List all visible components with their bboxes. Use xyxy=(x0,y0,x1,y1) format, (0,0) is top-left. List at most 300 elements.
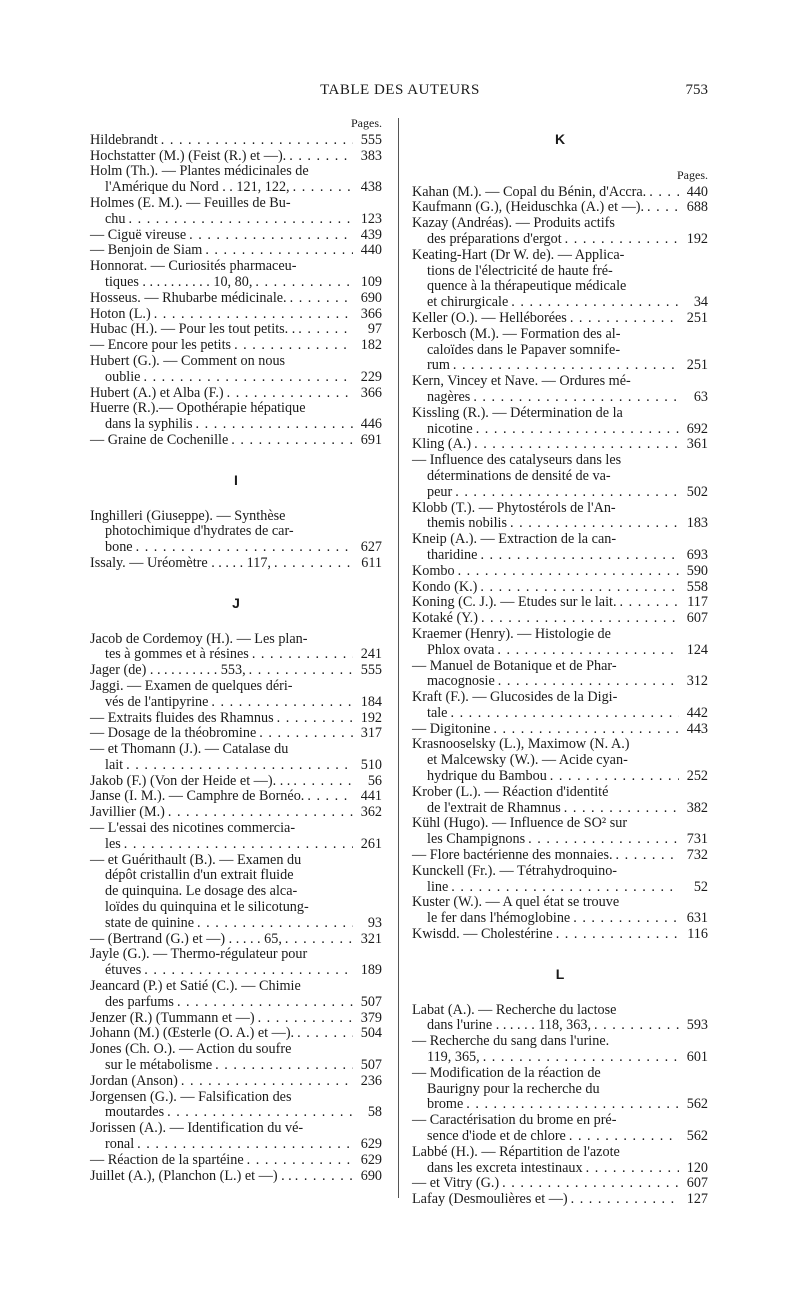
entry-text: Huerre (R.).— Opothérapie hépatique xyxy=(90,400,306,417)
entry-text: state de quinine xyxy=(105,914,195,931)
entry-line xyxy=(90,1026,382,1042)
dot-leader xyxy=(126,758,353,774)
entry-text: des parfums xyxy=(105,993,174,1010)
entry-line xyxy=(90,540,382,556)
entry-line xyxy=(412,1129,708,1145)
dot-leader xyxy=(285,932,353,948)
page-ref: 124 xyxy=(686,641,708,658)
entry-text: Kraft (F.). — Glucosides de la Digi- xyxy=(412,689,618,706)
section-letter-j: J xyxy=(232,594,240,611)
page-ref: 731 xyxy=(686,831,708,848)
page-ref: 192 xyxy=(360,709,382,726)
entry-line xyxy=(90,354,382,370)
entry-line xyxy=(412,753,708,769)
index-entry xyxy=(90,1090,382,1122)
index-entry xyxy=(412,816,708,848)
page-ref: 441 xyxy=(360,788,382,805)
page-ref: 691 xyxy=(360,431,382,448)
entry-line xyxy=(412,264,708,280)
page-ref: 109 xyxy=(360,273,382,290)
entry-line xyxy=(90,963,382,979)
index-entry xyxy=(90,322,382,338)
index-entry xyxy=(90,259,382,291)
block-j xyxy=(90,632,382,1185)
left-column xyxy=(90,116,382,1184)
page-ref: 189 xyxy=(360,962,382,979)
dot-leader xyxy=(497,643,679,659)
page-ref: 443 xyxy=(686,720,708,737)
entry-line xyxy=(90,370,382,386)
entry-line xyxy=(90,853,382,869)
page-number: 753 xyxy=(685,82,708,98)
entry-text: Jacob de Cordemoy (H.). — Les plan- xyxy=(90,630,308,647)
page-ref: 383 xyxy=(360,147,382,164)
index-entry xyxy=(90,1042,382,1074)
entry-text: étuves xyxy=(105,962,142,979)
entry-text: — Encore pour les petits xyxy=(90,337,232,354)
dot-leader xyxy=(481,611,679,627)
entry-line xyxy=(90,726,382,742)
entry-text: — Benjoin de Siam xyxy=(90,242,203,259)
entry-text: Jakob (F.) (Von der Heide et —). . . xyxy=(90,772,291,789)
page-ref: 251 xyxy=(686,309,708,326)
dot-leader xyxy=(483,1050,679,1066)
page-ref: 182 xyxy=(360,337,382,354)
entry-line xyxy=(412,627,708,643)
page-ref: 611 xyxy=(361,554,382,571)
dot-leader xyxy=(466,1097,679,1113)
index-entry xyxy=(412,437,708,453)
entry-text: — Caractérisation du brome en pré- xyxy=(412,1112,617,1129)
entry-text: — L'essai des nicotines commercia- xyxy=(90,820,296,837)
page-ref: 183 xyxy=(686,515,708,532)
dot-leader xyxy=(136,540,353,556)
index-entry xyxy=(90,1074,382,1090)
index-entry xyxy=(90,338,382,354)
entry-line xyxy=(90,837,382,853)
entry-line xyxy=(90,386,382,402)
entry-text: 119, 365, xyxy=(427,1049,480,1066)
entry-line xyxy=(90,884,382,900)
dot-leader xyxy=(564,801,679,817)
page-ref: 321 xyxy=(360,930,382,947)
entry-line xyxy=(412,185,708,201)
entry-text: Honnorat. — Curiosités pharmaceu- xyxy=(90,258,297,275)
index-entry xyxy=(412,895,708,927)
index-entry xyxy=(412,659,708,691)
entry-text: Kaufmann (G.), (Heiduschka (A.) et —). xyxy=(412,199,645,216)
entry-line xyxy=(412,358,708,374)
entry-text: Kneip (A.). — Extraction de la can- xyxy=(412,531,617,548)
entry-line xyxy=(412,690,708,706)
entry-text: — et Thomann (J.). — Catalase du xyxy=(90,741,289,758)
page-ref: 116 xyxy=(687,926,708,943)
index-entry xyxy=(90,386,382,402)
index-entry xyxy=(412,690,708,722)
entry-line xyxy=(412,848,708,864)
page-ref: 440 xyxy=(360,242,382,259)
page-ref: 439 xyxy=(360,226,382,243)
entry-text: dans la syphilis xyxy=(105,416,193,433)
dot-leader xyxy=(227,386,353,402)
entry-line xyxy=(412,279,708,295)
dot-leader xyxy=(143,370,353,386)
entry-line xyxy=(412,200,708,216)
index-entry xyxy=(412,1145,708,1177)
entry-line xyxy=(412,327,708,343)
page-ref: 312 xyxy=(686,673,708,690)
dot-leader xyxy=(480,548,679,564)
entry-line xyxy=(90,758,382,774)
entry-text: déterminations de densité de va- xyxy=(427,467,611,484)
dot-leader xyxy=(144,963,353,979)
page-ref: 236 xyxy=(360,1072,382,1089)
index-entry xyxy=(90,228,382,244)
dot-leader xyxy=(451,880,679,896)
entry-text: loïdes du quinquina et le silicotung- xyxy=(105,899,309,916)
dot-leader xyxy=(556,927,679,943)
entry-line xyxy=(412,580,708,596)
entry-line xyxy=(90,291,382,307)
page-ref: 184 xyxy=(360,693,382,710)
dot-leader xyxy=(528,832,679,848)
entry-line xyxy=(90,647,382,663)
page-ref: 504 xyxy=(360,1025,382,1042)
block-k xyxy=(412,185,708,943)
dot-leader xyxy=(197,916,353,932)
index-entry xyxy=(90,1121,382,1153)
entry-text: vés de l'antipyrine xyxy=(105,693,209,710)
entry-text: Labbé (H.). — Répartition de l'azote xyxy=(412,1143,620,1160)
page-ref: 366 xyxy=(360,305,382,322)
entry-text: Kissling (R.). — Détermination de la xyxy=(412,404,623,421)
dot-leader xyxy=(295,1169,353,1185)
index-entry xyxy=(90,742,382,774)
entry-text: Keller (O.). — Helléborées xyxy=(412,309,567,326)
page-ref: 631 xyxy=(686,910,708,927)
page-ref: 693 xyxy=(686,546,708,563)
index-entry xyxy=(90,932,382,948)
entry-line xyxy=(412,548,708,564)
index-entry xyxy=(90,196,382,228)
entry-line xyxy=(90,307,382,323)
entry-line xyxy=(90,524,382,540)
page-header xyxy=(0,82,800,102)
page-ref: 629 xyxy=(360,1151,382,1168)
entry-text: Inghilleri (Giuseppe). — Synthèse xyxy=(90,507,286,524)
index-entry xyxy=(90,663,382,679)
index-entry xyxy=(412,737,708,784)
page-ref: 555 xyxy=(360,131,382,148)
entry-line xyxy=(90,632,382,648)
index-entry xyxy=(412,374,708,406)
index-entry xyxy=(412,722,708,738)
index-entry xyxy=(90,805,382,821)
page-ref: 593 xyxy=(686,1017,708,1034)
entry-line xyxy=(90,900,382,916)
entry-text: Kondo (K.) xyxy=(412,578,478,595)
entry-line xyxy=(412,422,708,438)
index-entry xyxy=(90,433,382,449)
index-entry xyxy=(412,627,708,659)
dot-leader xyxy=(168,805,353,821)
entry-line xyxy=(90,212,382,228)
page-ref: 56 xyxy=(367,772,382,789)
entry-line xyxy=(90,774,382,790)
entry-text: sence d'iode et de chlore xyxy=(427,1128,566,1145)
page-ref: 555 xyxy=(360,662,382,679)
entry-line xyxy=(90,164,382,180)
page-ref: 362 xyxy=(360,804,382,821)
page-ref: 629 xyxy=(360,1136,382,1153)
dot-leader xyxy=(234,338,353,354)
entry-line xyxy=(90,1169,382,1185)
index-entry xyxy=(412,848,708,864)
entry-text: nicotine xyxy=(427,420,473,437)
entry-line xyxy=(90,995,382,1011)
dot-leader xyxy=(247,1153,353,1169)
entry-text: chu xyxy=(105,210,126,227)
entry-line xyxy=(90,228,382,244)
entry-line xyxy=(90,196,382,212)
dot-leader xyxy=(215,1058,353,1074)
page-ref: 366 xyxy=(360,384,382,401)
pages-label: Pages. xyxy=(351,116,382,130)
dot-leader xyxy=(480,580,679,596)
page-ref: 440 xyxy=(686,183,708,200)
index-entry xyxy=(90,1026,382,1042)
dot-leader xyxy=(510,516,679,532)
entry-line xyxy=(90,932,382,948)
index-entry xyxy=(90,243,382,259)
index-entry xyxy=(412,1003,708,1035)
entry-text: Kahan (M.). — Copal du Bénin, d'Accra. xyxy=(412,183,647,200)
entry-line xyxy=(412,1003,708,1019)
index-entry xyxy=(412,564,708,580)
page-ref: 601 xyxy=(686,1049,708,1066)
index-entry xyxy=(412,501,708,533)
dot-leader xyxy=(161,133,353,149)
entry-text: de quinquina. Le dosage des alca- xyxy=(105,883,298,900)
entry-line xyxy=(90,1105,382,1121)
page-ref: 93 xyxy=(367,914,382,931)
entry-text: tiques . . . . . . . . . . 10, 80, xyxy=(105,273,253,290)
entry-text: caloïdes dans le Papaver somnife- xyxy=(427,341,621,358)
entry-text: les xyxy=(105,835,121,852)
page-ref: 361 xyxy=(686,436,708,453)
entry-line xyxy=(412,564,708,580)
entry-text: — Dosage de la théobromine xyxy=(90,725,257,742)
entry-line xyxy=(412,1050,708,1066)
entry-line xyxy=(412,674,708,690)
index-entry xyxy=(90,307,382,323)
entry-text: brome xyxy=(427,1096,464,1113)
entry-text: et chirurgicale xyxy=(427,294,509,311)
entry-line xyxy=(412,816,708,832)
entry-text: Kern, Vincey et Nave. — Ordures mé- xyxy=(412,373,631,390)
index-entry xyxy=(412,1192,708,1208)
dot-leader xyxy=(259,726,353,742)
page-ref: 732 xyxy=(686,847,708,864)
entry-line xyxy=(90,259,382,275)
entry-line xyxy=(412,1176,708,1192)
entry-text: Hubert (G.). — Comment on nous xyxy=(90,352,286,369)
index-entry xyxy=(412,311,708,327)
page-ref: 58 xyxy=(367,1104,382,1121)
entry-text: Jorgensen (G.). — Falsification des xyxy=(90,1088,292,1105)
dot-leader xyxy=(455,485,679,501)
page-ref: 252 xyxy=(686,768,708,785)
index-entry xyxy=(90,679,382,711)
dot-leader xyxy=(573,911,679,927)
index-entry xyxy=(412,927,708,943)
entry-text: — Modification de la réaction de xyxy=(412,1064,601,1081)
entry-line xyxy=(90,1137,382,1153)
page-ref: 507 xyxy=(360,993,382,1010)
entry-text: Baurigny pour la recherche du xyxy=(427,1080,600,1097)
index-entry xyxy=(412,406,708,438)
page-ref: 317 xyxy=(360,725,382,742)
page-ref: 251 xyxy=(686,357,708,374)
entry-line xyxy=(90,180,382,196)
dot-leader xyxy=(594,1018,679,1034)
entry-line xyxy=(90,149,382,165)
entry-line xyxy=(412,390,708,406)
entry-line xyxy=(412,295,708,311)
page-ref: 607 xyxy=(686,1175,708,1192)
index-entry xyxy=(90,133,382,149)
dot-leader xyxy=(473,390,679,406)
entry-line xyxy=(90,979,382,995)
dot-leader xyxy=(290,291,353,307)
entry-text: Johann (M.) (Œsterle (O. A.) et —). xyxy=(90,1025,295,1042)
entry-line xyxy=(90,695,382,711)
entry-text: Koning (C. J.). — Etudes sur le lait. xyxy=(412,594,617,611)
dot-leader xyxy=(258,1011,353,1027)
index-entry xyxy=(90,401,382,433)
entry-text: Kombo xyxy=(412,562,455,579)
dot-leader xyxy=(274,556,353,572)
dot-leader xyxy=(498,674,679,690)
entry-text: des préparations d'ergot xyxy=(427,230,562,247)
entry-line xyxy=(90,947,382,963)
entry-text: Kazay (Andréas). — Produits actifs xyxy=(412,215,615,232)
dot-leader xyxy=(476,422,679,438)
page-ref: 382 xyxy=(686,799,708,816)
entry-line xyxy=(412,1082,708,1098)
entry-line xyxy=(90,1042,382,1058)
entry-line xyxy=(90,1121,382,1137)
entry-line xyxy=(412,1161,708,1177)
entry-text: Jorissen (A.). — Identification du vé- xyxy=(90,1120,304,1137)
page-ref: 688 xyxy=(686,199,708,216)
entry-text: line xyxy=(427,878,449,895)
page-ref: 507 xyxy=(360,1057,382,1074)
entry-line xyxy=(90,1153,382,1169)
dot-leader xyxy=(649,185,679,201)
entry-line xyxy=(412,864,708,880)
entry-text: Hoton (L.) xyxy=(90,305,151,322)
entry-line xyxy=(90,789,382,805)
entry-line xyxy=(412,248,708,264)
index-entry xyxy=(412,595,708,611)
index-entry xyxy=(412,532,708,564)
index-entry xyxy=(90,149,382,165)
page-ref: 562 xyxy=(686,1096,708,1113)
page-ref: 63 xyxy=(693,388,708,405)
index-entry xyxy=(90,979,382,1011)
entry-line xyxy=(412,706,708,722)
index-entry xyxy=(412,611,708,627)
index-entry xyxy=(90,291,382,307)
entry-text: — Manuel de Botanique et de Phar- xyxy=(412,657,617,674)
entry-line xyxy=(90,711,382,727)
entry-line xyxy=(412,1066,708,1082)
dot-leader xyxy=(181,1074,353,1090)
dot-leader xyxy=(502,1176,679,1192)
entry-line xyxy=(412,1192,708,1208)
page-ref: 502 xyxy=(686,483,708,500)
page-ref: 627 xyxy=(360,539,382,556)
index-entry xyxy=(412,327,708,374)
entry-line xyxy=(412,232,708,248)
entry-text: Krober (L.). — Réaction d'identité xyxy=(412,783,609,800)
entry-line xyxy=(412,1097,708,1113)
entry-line xyxy=(412,659,708,675)
entry-text: Phlox ovata xyxy=(427,641,495,658)
index-entry xyxy=(90,789,382,805)
dot-leader xyxy=(616,848,679,864)
page-ref: 192 xyxy=(686,230,708,247)
entry-text: dans l'urine . . . . . . 118, 363, xyxy=(427,1017,591,1034)
entry-line xyxy=(412,406,708,422)
entry-text: — et Guérithault (B.). — Examen du xyxy=(90,851,302,868)
entry-text: Hubac (H.). — Pour les tout petits. . xyxy=(90,321,296,338)
entry-text: dépôt cristallin d'un extrait fluide xyxy=(105,867,294,884)
index-entry xyxy=(412,864,708,896)
dot-leader xyxy=(565,232,679,248)
dot-leader xyxy=(586,1161,679,1177)
page-ref: 127 xyxy=(686,1191,708,1208)
page-ref: 442 xyxy=(686,704,708,721)
entry-text: Jordan (Anson) xyxy=(90,1072,178,1089)
dot-leader xyxy=(493,722,679,738)
dot-leader xyxy=(458,564,679,580)
dot-leader xyxy=(231,433,353,449)
entry-line xyxy=(412,216,708,232)
dot-leader xyxy=(569,1129,679,1145)
page-ref: 120 xyxy=(686,1159,708,1176)
entry-line xyxy=(412,485,708,501)
dot-leader xyxy=(297,1026,353,1042)
entry-line xyxy=(412,801,708,817)
entry-text: Kunckell (Fr.). — Tétrahydroquino- xyxy=(412,862,618,879)
entry-text: themis nobilis xyxy=(427,515,508,532)
section-letter-l: L xyxy=(555,965,565,982)
entry-text: Kotaké (Y.) xyxy=(412,610,478,627)
entry-line xyxy=(412,1113,708,1129)
entry-text: photochimique d'hydrates de car- xyxy=(105,523,294,540)
dot-leader xyxy=(307,789,353,805)
entry-text: moutardes xyxy=(105,1104,165,1121)
entry-text: lait xyxy=(105,756,124,773)
page-ref: 558 xyxy=(686,578,708,595)
entry-text: les Champignons xyxy=(427,831,526,848)
index-entry xyxy=(412,1176,708,1192)
entry-text: de l'extrait de Rhamnus xyxy=(427,799,561,816)
entry-line xyxy=(90,1074,382,1090)
entry-text: — Flore bactérienne des monnaies. xyxy=(412,847,613,864)
